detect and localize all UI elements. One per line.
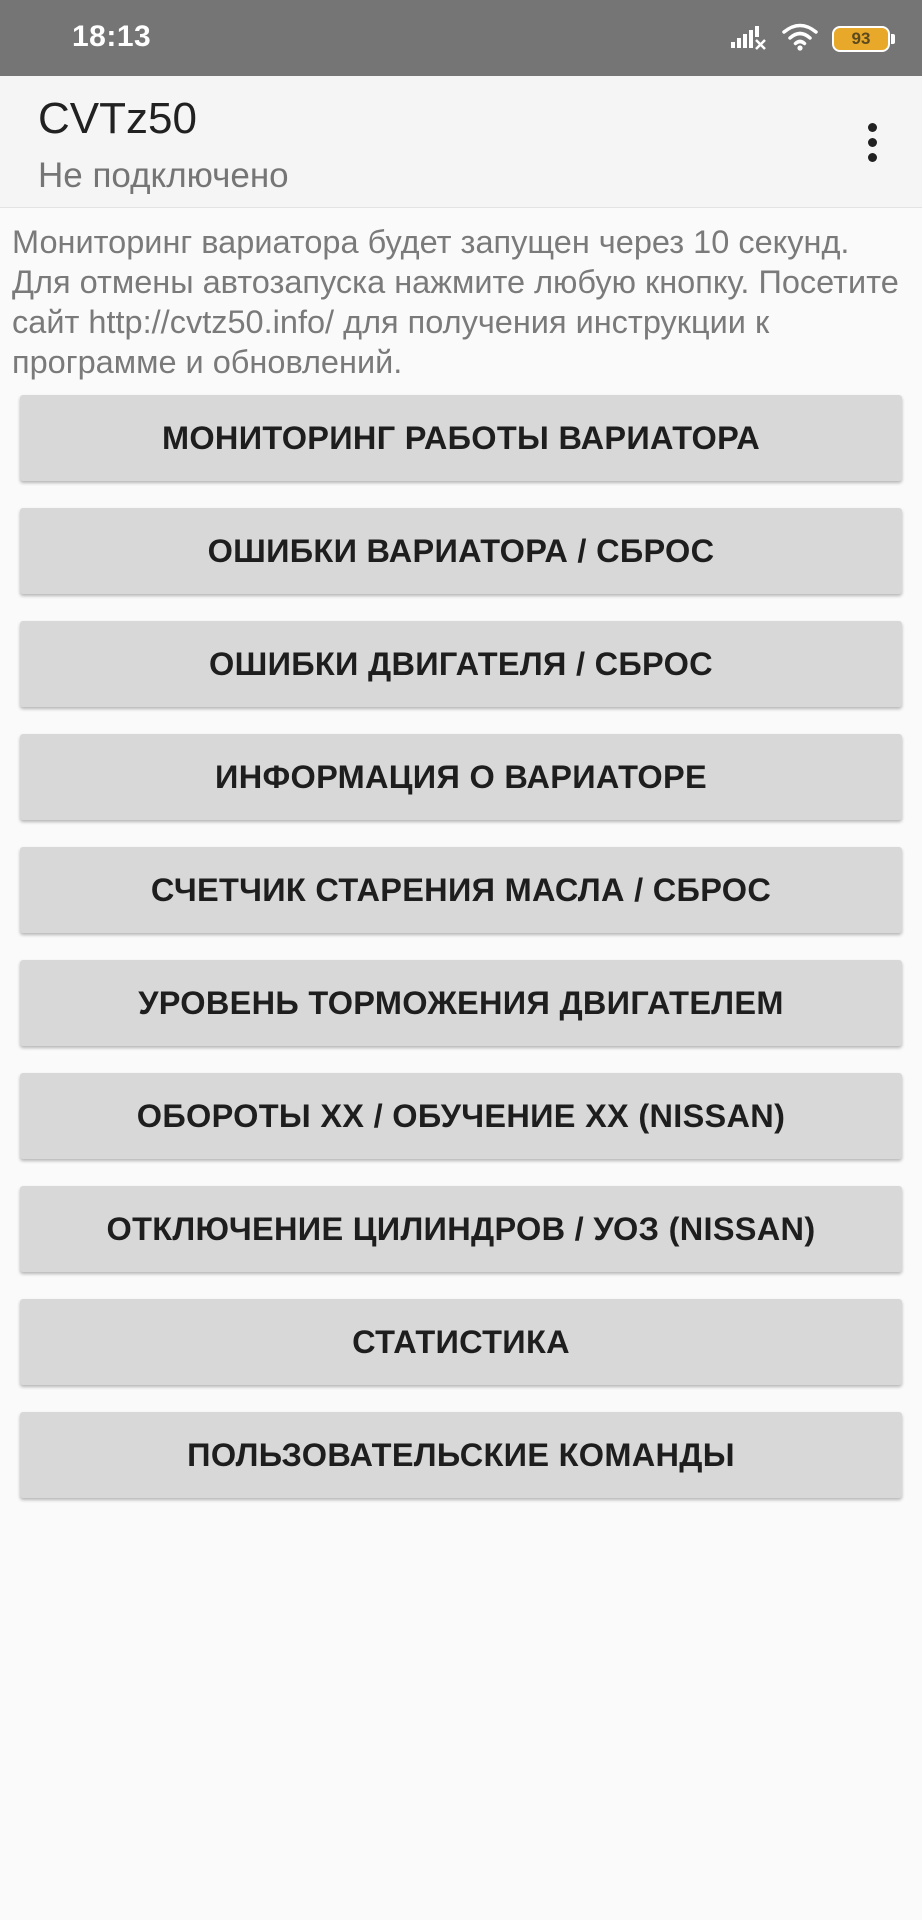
oil-aging-counter-button[interactable]: СЧЕТЧИК СТАРЕНИЯ МАСЛА / СБРОС (20, 847, 902, 933)
cvt-info-button[interactable]: ИНФОРМАЦИЯ О ВАРИАТОРЕ (20, 734, 902, 820)
wifi-icon (782, 23, 818, 55)
cvt-errors-reset-button[interactable]: ОШИБКИ ВАРИАТОРА / СБРОС (20, 508, 902, 594)
app-bar (0, 76, 922, 208)
statistics-button[interactable]: СТАТИСТИКА (20, 1299, 902, 1385)
engine-braking-level-button[interactable]: УРОВЕНЬ ТОРМОЖЕНИЯ ДВИГАТЕЛЕМ (20, 960, 902, 1046)
idle-rpm-learning-button[interactable]: ОБОРОТЫ ХХ / ОБУЧЕНИЕ ХХ (NISSAN) (20, 1073, 902, 1159)
app-title: CVTz50 (38, 94, 197, 143)
status-icons (730, 22, 890, 56)
cylinder-cutoff-button[interactable]: ОТКЛЮЧЕНИЕ ЦИЛИНДРОВ / УОЗ (NISSAN) (20, 1186, 902, 1272)
signal-icon (730, 24, 768, 54)
main-menu-buttons (20, 395, 902, 1525)
status-time: 18:13 (72, 20, 152, 53)
status-bar (0, 0, 922, 76)
menu-dot (868, 153, 877, 162)
user-commands-button[interactable]: ПОЛЬЗОВАТЕЛЬСКИЕ КОМАНДЫ (20, 1412, 902, 1498)
menu-dot (868, 138, 877, 147)
cvt-monitoring-button[interactable]: МОНИТОРИНГ РАБОТЫ ВАРИАТОРА (20, 395, 902, 481)
battery-level: 93 (851, 29, 871, 48)
menu-dot (868, 123, 877, 132)
engine-errors-reset-button[interactable]: ОШИБКИ ДВИГАТЕЛЯ / СБРОС (20, 621, 902, 707)
battery-icon (832, 26, 890, 52)
autostart-info-text: Мониторинг вариатора будет запущен через 10 секунд. Для отмены автозапуска нажмите любую кнопку. Посетите сайт http://cvtz50.info/ для получения инструкции к программе и обновлений. (12, 224, 899, 380)
connection-status: Не подключено (38, 156, 289, 195)
more-vert-icon[interactable] (846, 116, 898, 168)
